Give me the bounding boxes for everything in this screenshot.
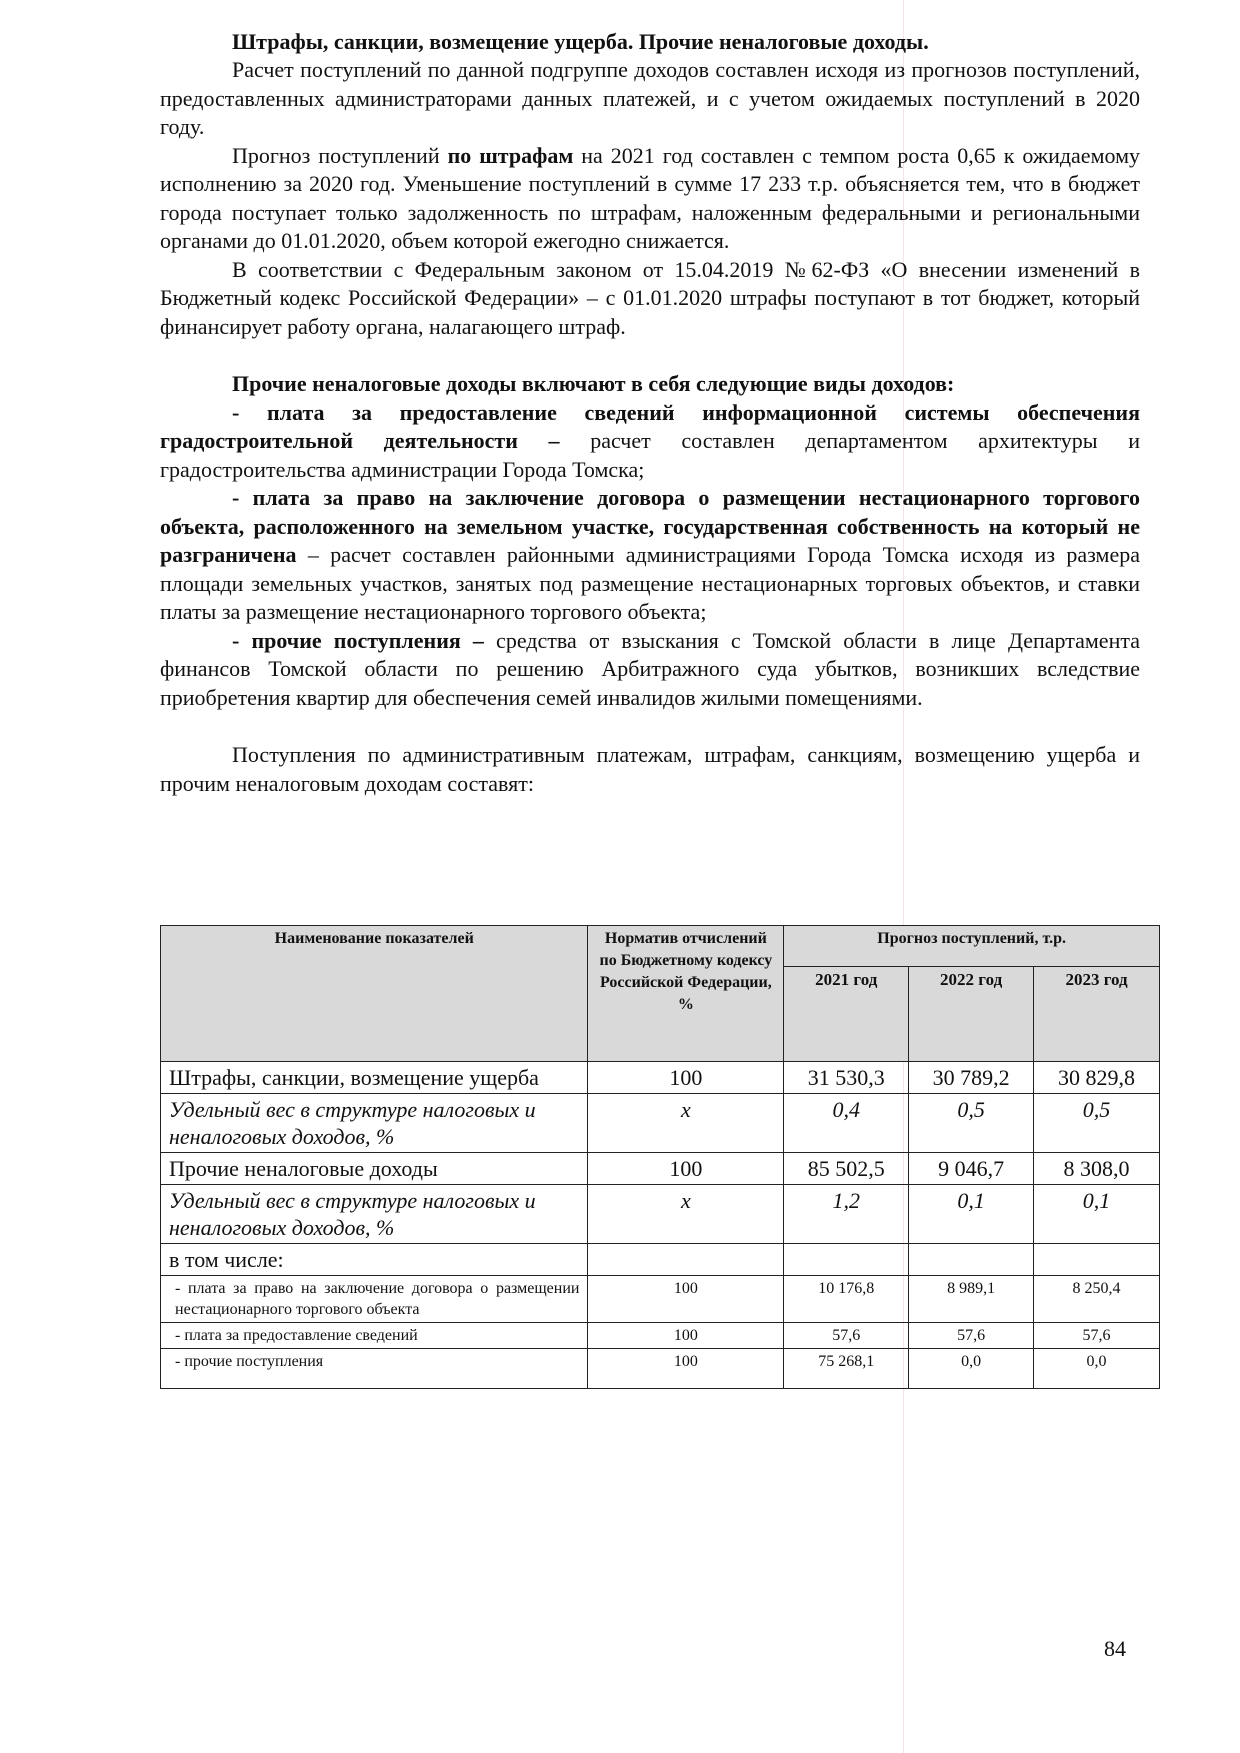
- header-year-2021: 2021 год: [784, 967, 909, 1062]
- row-value-2021: 85 502,5: [784, 1153, 909, 1185]
- row-name: в том числе:: [161, 1244, 588, 1276]
- item-bold-label: - плата за предоставление сведений информационной системы обеспечения градостроительной деятельности –: [160, 399, 1140, 453]
- document-page: [160, 28, 1140, 798]
- row-value-2023: 57,6: [1034, 1323, 1160, 1349]
- row-value-2023: 0,5: [1034, 1094, 1160, 1153]
- row-value-2022: [909, 1244, 1034, 1276]
- row-value-2022: 0,1: [909, 1185, 1034, 1244]
- row-value-2022: 0,0: [909, 1349, 1034, 1389]
- row-name: Прочие неналоговые доходы: [161, 1153, 588, 1185]
- row-value-2022: 57,6: [909, 1323, 1034, 1349]
- table-row: [161, 1185, 1160, 1244]
- table-row: [161, 1323, 1160, 1349]
- row-value-2021: [784, 1244, 909, 1276]
- row-value-2021: 10 176,8: [784, 1276, 909, 1323]
- row-value-2023: 0,1: [1034, 1185, 1160, 1244]
- fines-forecast-text-end: на 2021 год составлен с темпом роста 0,65 к ожидаемому исполнению за 2020 год. Уменьшение поступлений в сумме 17 233 т.р. объясняется тем, что в бюджет города поступает только задолженность по штрафам, наложенным федеральными и региональными органами до 01.01.2020, объем которой ежегодно снижается.: [160, 142, 1140, 253]
- row-value-2022: 9 046,7: [909, 1153, 1034, 1185]
- row-name: - прочие поступления: [161, 1349, 588, 1389]
- item-bold-label: - плата за право на заключение договора о размещении нестационарного торгового объекта, расположенного на земельном участке, государственная собственность на который не разграничена: [160, 485, 1140, 567]
- table-row: [161, 1349, 1160, 1389]
- row-value-2023: 8 250,4: [1034, 1276, 1160, 1323]
- row-norm: 100: [588, 1062, 784, 1094]
- header-year-2023: 2023 год: [1034, 967, 1160, 1062]
- page-number: 84: [1104, 1636, 1126, 1661]
- paragraph-fines-forecast: [160, 142, 1140, 256]
- row-name: - плата за право на заключение договора о размещении нестационарного торгового объекта: [161, 1276, 588, 1323]
- row-value-2021: 31 530,3: [784, 1062, 909, 1094]
- header-year-2022: 2022 год: [909, 967, 1034, 1062]
- paragraph-federal-law: В соответствии с Федеральным законом от 15.04.2019 №62-ФЗ «О внесении изменений в Бюджетный кодекс Российской Федерации» – с 01.01.2020 штрафы поступают в тот бюджет, который финансирует работу органа, налагающего штраф.: [160, 256, 1140, 339]
- row-value-2023: 30 829,8: [1034, 1062, 1160, 1094]
- item-description: средства от взыскания с Томской области в лице Департамента финансов Томской области по решению Арбитражного суда убытков, возникших вследствие приобретения квартир для обеспечения семей инвалидов жилыми помещениями.: [160, 627, 1140, 710]
- table-row: [161, 1244, 1160, 1276]
- row-name: - плата за предоставление сведений: [161, 1323, 588, 1349]
- row-name: Штрафы, санкции, возмещение ущерба: [161, 1062, 588, 1094]
- row-value-2021: 57,6: [784, 1323, 909, 1349]
- row-norm: 100: [588, 1323, 784, 1349]
- row-value-2023: 8 308,0: [1034, 1153, 1160, 1185]
- row-norm: 100: [588, 1276, 784, 1323]
- item-description: – расчет составлен районными администрациями Города Томска исходя из размера площади земельных участков, занятых под размещение нестационарных торговых объектов, и ставки платы за размещение нестационарного торгового объекта;: [160, 542, 1140, 624]
- header-indicator-name: Наименование показателей: [161, 926, 588, 1062]
- row-value-2021: 75 268,1: [784, 1349, 909, 1389]
- table-row: [161, 1276, 1160, 1323]
- paragraph-calculation-basis: Расчет поступлений по данной подгруппе доходов составлен исходя из прогнозов поступлений, предоставленных администраторами данных платежей, и с учетом ожидаемых поступлений в 2020 году.: [160, 57, 1140, 139]
- section-heading: Штрафы, санкции, возмещение ущерба. Прочие неналоговые доходы.: [232, 29, 929, 54]
- row-value-2023: 0,0: [1034, 1349, 1160, 1389]
- table-row: [161, 1094, 1160, 1153]
- row-norm: [588, 1244, 784, 1276]
- row-value-2022: 30 789,2: [909, 1062, 1034, 1094]
- table-row: [161, 1062, 1160, 1094]
- spacer: [160, 341, 1140, 370]
- item-description: расчет составлен департаментом архитектуры и градостроительства администрации Города Томска;: [160, 428, 1140, 482]
- row-value-2022: 0,5: [909, 1094, 1034, 1153]
- other-income-item-other: [160, 627, 1140, 713]
- fines-forecast-text-start: Прогноз поступлений: [232, 142, 448, 168]
- row-name: Удельный вес в структуре налоговых и неналоговых доходов, %: [161, 1094, 588, 1153]
- row-norm: х: [588, 1185, 784, 1244]
- spacer: [160, 712, 1140, 741]
- row-norm: х: [588, 1094, 784, 1153]
- header-forecast: Прогноз поступлений, т.р.: [784, 926, 1160, 967]
- row-norm: 100: [588, 1153, 784, 1185]
- revenue-forecast-table: [160, 925, 1160, 1389]
- other-income-item-trade-object: [160, 484, 1140, 627]
- fines-forecast-bold: по штрафам: [447, 142, 574, 168]
- row-norm: 100: [588, 1349, 784, 1389]
- table-row: [161, 1153, 1160, 1185]
- row-value-2022: 8 989,1: [909, 1276, 1034, 1323]
- table-intro: Поступления по административным платежам, штрафам, санкциям, возмещению ущерба и прочим неналоговым доходам составят:: [160, 742, 1140, 796]
- row-value-2023: [1034, 1244, 1160, 1276]
- other-income-subheading: Прочие неналоговые доходы включают в себя следующие виды доходов:: [232, 371, 955, 396]
- other-income-item-info-system: [160, 399, 1140, 485]
- row-name: Удельный вес в структуре налоговых и неналоговых доходов, %: [161, 1185, 588, 1244]
- item-bold-label: - прочие поступления –: [232, 627, 484, 653]
- row-value-2021: 0,4: [784, 1094, 909, 1153]
- header-norm: Норматив отчислений по Бюджетному кодексу Российской Федерации, %: [588, 926, 784, 1062]
- row-value-2021: 1,2: [784, 1185, 909, 1244]
